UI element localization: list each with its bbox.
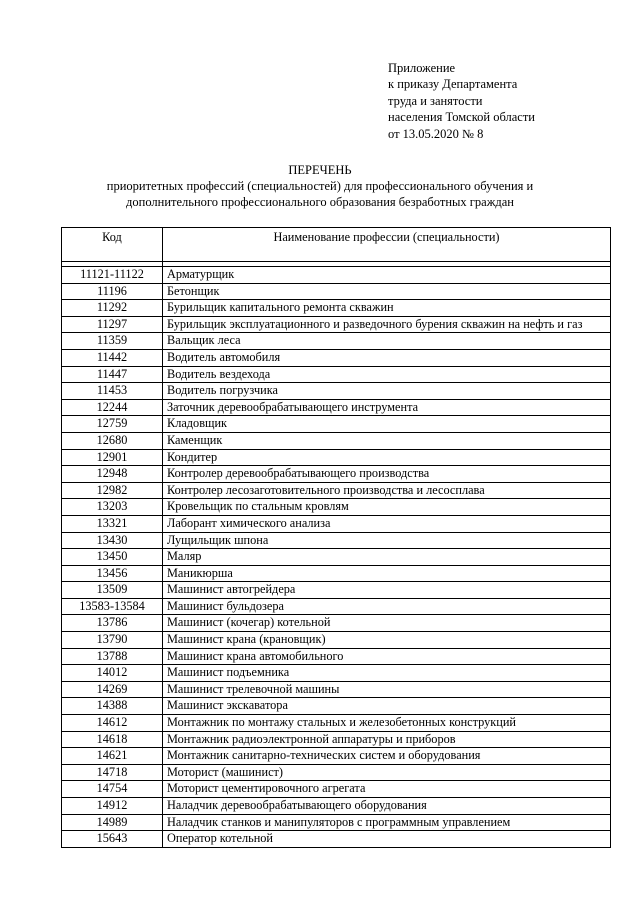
profession-name: Машинист автогрейдера bbox=[163, 582, 611, 599]
profession-code: 13583-13584 bbox=[62, 598, 163, 615]
profession-name: Машинист трелевочной машины bbox=[163, 681, 611, 698]
profession-code: 13509 bbox=[62, 582, 163, 599]
document-subtitle-line: дополнительного профессионального образования безработных граждан bbox=[126, 195, 514, 209]
profession-name: Маникюрша bbox=[163, 565, 611, 582]
table-row bbox=[62, 582, 611, 599]
profession-name: Машинист бульдозера bbox=[163, 598, 611, 615]
table-row bbox=[62, 598, 611, 615]
profession-name: Машинист подъемника bbox=[163, 665, 611, 682]
table-row bbox=[62, 648, 611, 665]
table-row bbox=[62, 283, 611, 300]
table-row bbox=[62, 814, 611, 831]
profession-name: Контролер деревообрабатывающего производства bbox=[163, 466, 611, 483]
table-body bbox=[62, 262, 611, 848]
profession-code: 12759 bbox=[62, 416, 163, 433]
table-row bbox=[62, 565, 611, 582]
profession-code: 11292 bbox=[62, 300, 163, 317]
profession-code: 14269 bbox=[62, 681, 163, 698]
profession-code: 13321 bbox=[62, 515, 163, 532]
table-row bbox=[62, 681, 611, 698]
profession-code: 11297 bbox=[62, 316, 163, 333]
annex-line: от 13.05.2020 № 8 bbox=[388, 126, 484, 141]
profession-name: Моторист (машинист) bbox=[163, 764, 611, 781]
table-row bbox=[62, 432, 611, 449]
profession-name: Кровельщик по стальным кровлям bbox=[163, 499, 611, 516]
profession-name: Контролер лесозаготовительного производства и лесосплава bbox=[163, 482, 611, 499]
profession-code: 13786 bbox=[62, 615, 163, 632]
profession-code: 11359 bbox=[62, 333, 163, 350]
profession-code: 11442 bbox=[62, 349, 163, 366]
profession-name: Машинист крана (крановщик) bbox=[163, 632, 611, 649]
annex-line: труда и занятости bbox=[388, 93, 483, 108]
profession-code: 14989 bbox=[62, 814, 163, 831]
column-header-name: Наименование профессии (специальности) bbox=[163, 228, 611, 262]
profession-name: Вальщик леса bbox=[163, 333, 611, 350]
table-row bbox=[62, 698, 611, 715]
profession-code: 14621 bbox=[62, 748, 163, 765]
profession-name: Бурильщик эксплуатационного и разведочного бурения скважин на нефть и газ bbox=[163, 316, 611, 333]
profession-code: 14612 bbox=[62, 715, 163, 732]
profession-name: Маляр bbox=[163, 549, 611, 566]
profession-code: 11447 bbox=[62, 366, 163, 383]
profession-name: Водитель погрузчика bbox=[163, 383, 611, 400]
profession-code: 12948 bbox=[62, 466, 163, 483]
table-row bbox=[62, 632, 611, 649]
table-row bbox=[62, 482, 611, 499]
profession-name: Машинист (кочегар) котельной bbox=[163, 615, 611, 632]
profession-name: Кондитер bbox=[163, 449, 611, 466]
profession-code: 12982 bbox=[62, 482, 163, 499]
table-row bbox=[62, 466, 611, 483]
table-row bbox=[62, 831, 611, 848]
table-row bbox=[62, 416, 611, 433]
table-row bbox=[62, 715, 611, 732]
profession-name: Оператор котельной bbox=[163, 831, 611, 848]
profession-code: 11196 bbox=[62, 283, 163, 300]
table-row bbox=[62, 366, 611, 383]
profession-code: 12244 bbox=[62, 399, 163, 416]
profession-code: 13788 bbox=[62, 648, 163, 665]
profession-name: Водитель автомобиля bbox=[163, 349, 611, 366]
profession-code: 14388 bbox=[62, 698, 163, 715]
table-row bbox=[62, 549, 611, 566]
profession-name: Лущильщик шпона bbox=[163, 532, 611, 549]
profession-code: 11453 bbox=[62, 383, 163, 400]
table-row bbox=[62, 267, 611, 284]
annex-line: населения Томской области bbox=[388, 110, 535, 125]
profession-name: Кладовщик bbox=[163, 416, 611, 433]
profession-code: 14718 bbox=[62, 764, 163, 781]
table-row bbox=[62, 665, 611, 682]
table-row bbox=[62, 615, 611, 632]
table-row bbox=[62, 300, 611, 317]
profession-code: 13790 bbox=[62, 632, 163, 649]
table-row bbox=[62, 333, 611, 350]
profession-name: Водитель вездехода bbox=[163, 366, 611, 383]
table-row bbox=[62, 349, 611, 366]
profession-code: 15643 bbox=[62, 831, 163, 848]
profession-code: 13203 bbox=[62, 499, 163, 516]
table-row bbox=[62, 731, 611, 748]
profession-code: 14012 bbox=[62, 665, 163, 682]
profession-code: 12680 bbox=[62, 432, 163, 449]
professions-table bbox=[61, 227, 611, 848]
profession-code: 14912 bbox=[62, 798, 163, 815]
table-row bbox=[62, 798, 611, 815]
annex-line: Приложение bbox=[388, 61, 456, 75]
table-row bbox=[62, 449, 611, 466]
profession-name: Каменщик bbox=[163, 432, 611, 449]
column-header-code: Код bbox=[62, 228, 163, 262]
profession-code: 13450 bbox=[62, 549, 163, 566]
profession-name: Монтажник радиоэлектронной аппаратуры и приборов bbox=[163, 731, 611, 748]
table-row bbox=[62, 316, 611, 333]
profession-code: 11121-11122 bbox=[62, 267, 163, 284]
profession-name: Монтажник по монтажу стальных и железобетонных конструкций bbox=[163, 715, 611, 732]
profession-name: Бурильщик капитального ремонта скважин bbox=[163, 300, 611, 317]
annex-block bbox=[388, 60, 535, 142]
document-title: ПЕРЕЧЕНЬ bbox=[288, 163, 352, 177]
profession-name: Машинист экскаватора bbox=[163, 698, 611, 715]
table-row bbox=[62, 383, 611, 400]
profession-name: Моторист цементировочного агрегата bbox=[163, 781, 611, 798]
profession-name: Монтажник санитарно-технических систем и оборудования bbox=[163, 748, 611, 765]
profession-name: Арматурщик bbox=[163, 267, 611, 284]
table-row bbox=[62, 499, 611, 516]
profession-name: Бетонщик bbox=[163, 283, 611, 300]
document-subtitle-line: приоритетных профессий (специальностей) для профессионального обучения и bbox=[106, 179, 534, 193]
table-row bbox=[62, 532, 611, 549]
table-row bbox=[62, 748, 611, 765]
profession-name: Наладчик деревообрабатывающего оборудования bbox=[163, 798, 611, 815]
profession-name: Машинист крана автомобильного bbox=[163, 648, 611, 665]
table-row bbox=[62, 764, 611, 781]
profession-code: 13430 bbox=[62, 532, 163, 549]
table-row bbox=[62, 781, 611, 798]
profession-name: Заточник деревообрабатывающего инструмента bbox=[163, 399, 611, 416]
profession-code: 14754 bbox=[62, 781, 163, 798]
annex-line: к приказу Департамента bbox=[388, 77, 518, 92]
profession-name: Лаборант химического анализа bbox=[163, 515, 611, 532]
profession-name: Наладчик станков и манипуляторов с программным управлением bbox=[163, 814, 611, 831]
table-row bbox=[62, 399, 611, 416]
table-row bbox=[62, 515, 611, 532]
profession-code: 14618 bbox=[62, 731, 163, 748]
profession-code: 12901 bbox=[62, 449, 163, 466]
profession-code: 13456 bbox=[62, 565, 163, 582]
